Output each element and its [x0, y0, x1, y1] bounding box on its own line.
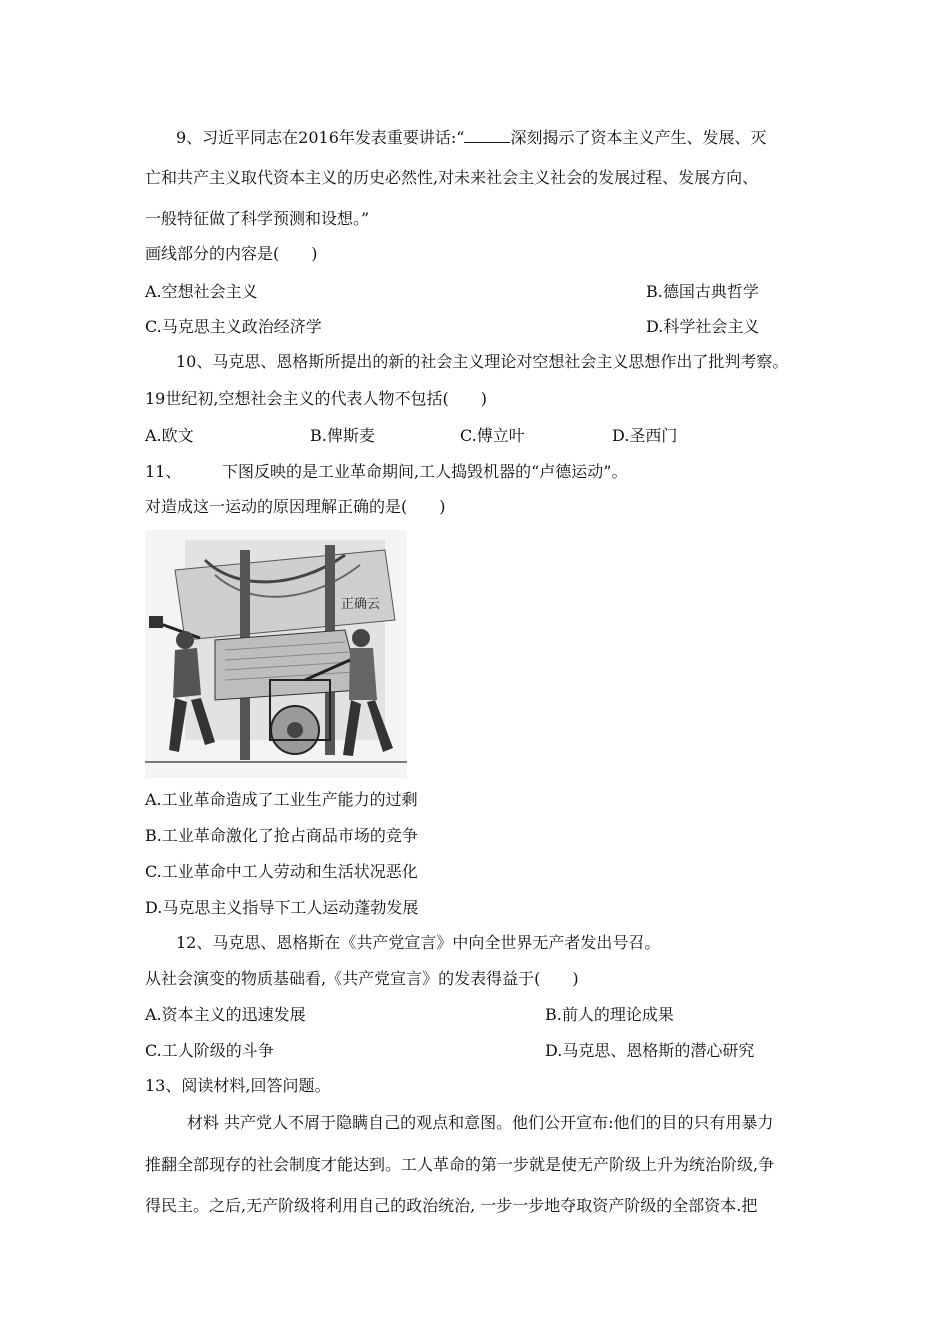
q13-material-line1: 材料 共产党人不屑于隐瞒自己的观点和意图。他们公开宣布:他们的目的只有用暴力: [187, 1113, 774, 1132]
q12-line2: 从社会演变的物质基础看,《共产党宣言》的发表得益于( ): [145, 969, 579, 988]
q9-option-a: A.空想社会主义: [145, 282, 258, 301]
q9-option-b: B.德国古典哲学: [646, 282, 759, 301]
q11-option-c: C.工业革命中工人劳动和生活状况恶化: [145, 862, 418, 881]
q11-line1: 下图反映的是工业革命期间,工人捣毁机器的“卢德运动”。: [222, 462, 628, 481]
q9-prompt: 画线部分的内容是( ): [145, 244, 318, 263]
q11-line2: 对造成这一运动的原因理解正确的是( ): [145, 497, 446, 516]
q12-option-b: B.前人的理论成果: [545, 1005, 674, 1024]
q10-option-a: A.欧文: [145, 426, 194, 445]
q13-line1: 13、阅读材料,回答问题。: [145, 1076, 331, 1095]
q9-line3: 一般特征做了科学预测和设想。”: [145, 209, 370, 228]
q11-number: 11、: [145, 462, 182, 481]
q11-option-d: D.马克思主义指导下工人运动蓬勃发展: [145, 898, 419, 917]
q13-material-line2: 推翻全部现存的社会制度才能达到。工人革命的第一步就是使无产阶级上升为统治阶级,争: [145, 1155, 775, 1174]
q9-option-d: D.科学社会主义: [646, 317, 760, 336]
q11-option-b: B.工业革命激化了抢占商品市场的竞争: [145, 826, 418, 845]
q9-line2: 亡和共产主义取代资本主义的历史必然性,对未来社会主义社会的发展过程、发展方向、: [145, 168, 759, 187]
q9-option-c: C.马克思主义政治经济学: [145, 317, 322, 336]
q12-line1: 12、马克思、恩格斯在《共产党宣言》中向全世界无产者发出号召。: [176, 933, 661, 952]
q10-line1: 10、马克思、恩格斯所提出的新的社会主义理论对空想社会主义思想作出了批判考察。: [176, 352, 789, 371]
q10-option-c: C.傅立叶: [460, 426, 525, 445]
q12-option-c: C.工人阶级的斗争: [145, 1041, 274, 1060]
q9-underlined-blank: [464, 127, 510, 143]
q10-option-d: D.圣西门: [612, 426, 678, 445]
q12-option-a: A.资本主义的迅速发展: [145, 1005, 306, 1024]
q9-line1: [176, 127, 767, 148]
q12-option-d: D.马克思、恩格斯的潜心研究: [545, 1041, 755, 1060]
image-watermark: 正确云: [341, 597, 381, 612]
q11-option-a: A.工业革命造成了工业生产能力的过剩: [145, 790, 418, 809]
q10-line2: 19世纪初,空想社会主义的代表人物不包括( ): [145, 389, 487, 408]
q9-stem-suffix: 深刻揭示了资本主义产生、发展、灭: [510, 128, 767, 147]
luddite-illustration: [145, 530, 407, 778]
q9-stem-prefix: 9、习近平同志在2016年发表重要讲话:“: [176, 128, 465, 147]
q10-option-b: B.俾斯麦: [310, 426, 375, 445]
q13-material-line3: 得民主。之后,无产阶级将利用自己的政治统治, 一步一步地夺取资产阶级的全部资本.把: [145, 1196, 758, 1215]
